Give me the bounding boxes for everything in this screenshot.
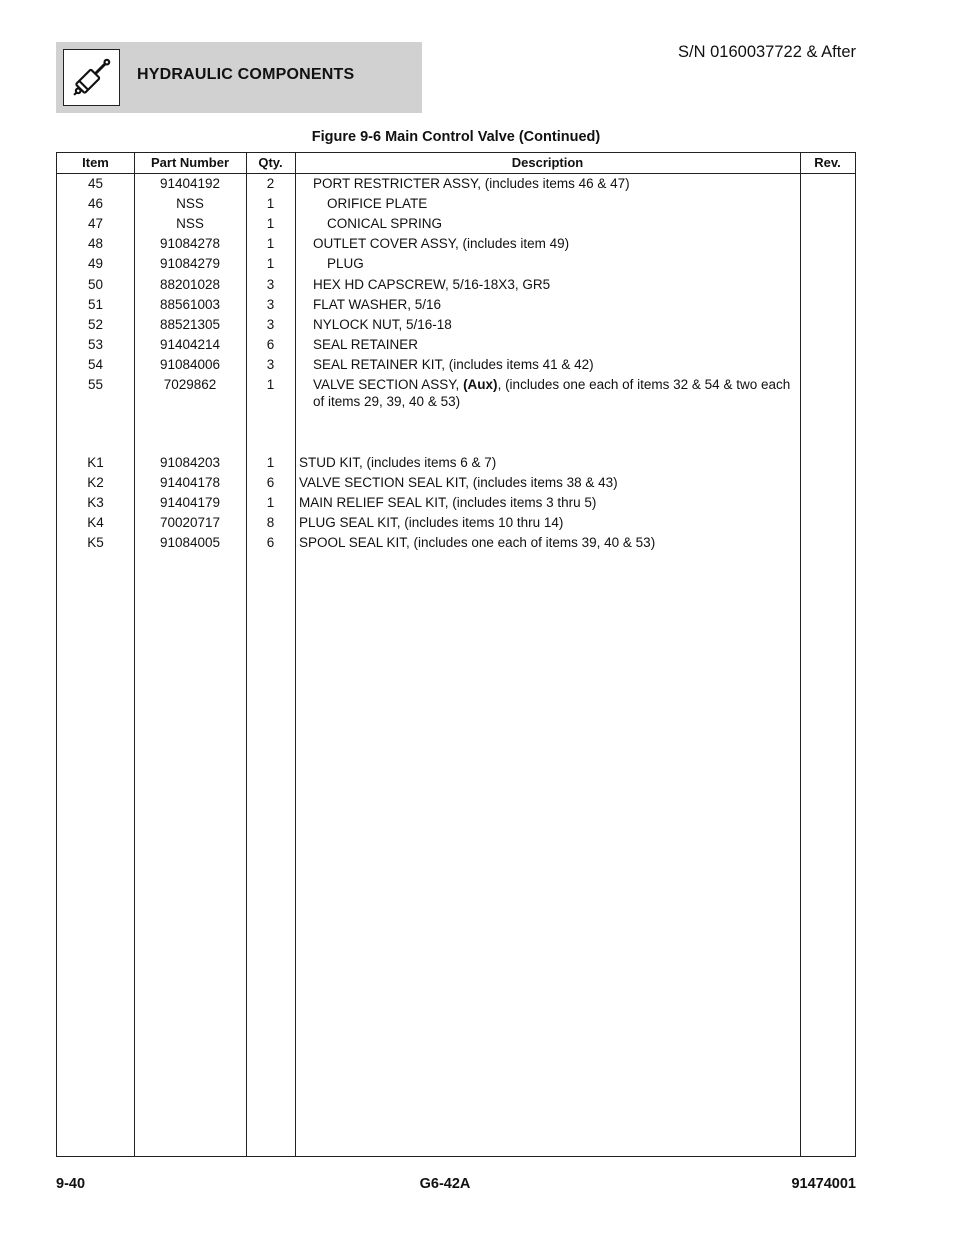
quantity: 8: [266, 515, 275, 530]
column-divider: [295, 153, 296, 1156]
item-number: 50: [87, 277, 104, 292]
part-number: 91084203: [159, 455, 221, 470]
item-number: 47: [87, 216, 104, 231]
item-number: K4: [87, 515, 104, 530]
item-number: 52: [87, 317, 104, 332]
item-number: 54: [87, 357, 104, 372]
quantity: 1: [266, 256, 275, 271]
description-part: , (includes one each of items 32 & 54 & two each of items 29, 39, 40 & 53): [313, 377, 791, 409]
part-number: 91404178: [159, 475, 221, 490]
item-number: K1: [87, 455, 104, 470]
quantity: 1: [266, 236, 275, 251]
quantity: 6: [266, 535, 275, 550]
column-header-qty: Qty.: [258, 155, 283, 170]
quantity: 1: [266, 216, 275, 231]
quantity: 3: [266, 297, 275, 312]
description: MAIN RELIEF SEAL KIT, (includes items 3 thru 5): [299, 495, 597, 510]
description: NYLOCK NUT, 5/16-18: [313, 317, 452, 332]
quantity: 1: [266, 196, 275, 211]
part-number: 88561003: [159, 297, 221, 312]
description: PORT RESTRICTER ASSY, (includes items 46 & 47): [313, 176, 630, 191]
part-number: 91084278: [159, 236, 221, 251]
part-number: 91084006: [159, 357, 221, 372]
quantity: 6: [266, 475, 275, 490]
serial-number: S/N 0160037722 & After: [678, 43, 856, 61]
part-number: NSS: [176, 196, 204, 211]
quantity: 3: [266, 277, 275, 292]
description: FLAT WASHER, 5/16: [313, 297, 442, 312]
quantity: 1: [266, 495, 275, 510]
description: OUTLET COVER ASSY, (includes item 49): [313, 236, 570, 251]
item-number: 45: [87, 176, 104, 191]
description: STUD KIT, (includes items 6 & 7): [299, 455, 497, 470]
part-number: NSS: [176, 216, 204, 231]
description: HEX HD CAPSCREW, 5/16-18X3, GR5: [313, 277, 551, 292]
quantity: 3: [266, 357, 275, 372]
item-number: 55: [87, 377, 104, 392]
document-number: 91474001: [791, 1176, 856, 1192]
part-number: 91404192: [159, 176, 221, 191]
item-number: 53: [87, 337, 104, 352]
item-number: K2: [87, 475, 104, 490]
description-part: VALVE SECTION ASSY,: [313, 377, 464, 392]
part-number: 91084279: [159, 256, 221, 271]
quantity: 6: [266, 337, 275, 352]
description: ORIFICE PLATE: [327, 196, 428, 211]
header-divider: [57, 173, 855, 174]
part-number: 7029862: [163, 377, 217, 392]
quantity: 2: [266, 176, 275, 191]
description: SEAL RETAINER KIT, (includes items 41 & 42): [313, 357, 594, 372]
description: PLUG: [327, 256, 364, 271]
part-number: 88521305: [159, 317, 221, 332]
part-number: 70020717: [159, 515, 221, 530]
column-divider: [800, 153, 801, 1156]
item-number: K3: [87, 495, 104, 510]
figure-title: Figure 9-6 Main Control Valve (Continued): [311, 129, 601, 145]
column-header-item: Item: [82, 155, 109, 170]
part-number: 91084005: [159, 535, 221, 550]
section-title: HYDRAULIC COMPONENTS: [137, 66, 355, 83]
part-number: 91404214: [159, 337, 221, 352]
item-number: 49: [87, 256, 104, 271]
model-number: G6-42A: [419, 1176, 471, 1192]
quantity: 1: [266, 455, 275, 470]
column-header-part-number: Part Number: [150, 155, 230, 170]
item-number: 48: [87, 236, 104, 251]
part-number: 88201028: [159, 277, 221, 292]
description: SEAL RETAINER: [313, 337, 419, 352]
page-number: 9-40: [56, 1176, 86, 1192]
parts-table: [56, 152, 856, 1157]
description: CONICAL SPRING: [327, 216, 443, 231]
hydraulic-cylinder-icon: [63, 49, 120, 106]
description-emphasis: (Aux): [463, 377, 498, 392]
item-number: 51: [87, 297, 104, 312]
description: [313, 376, 795, 410]
item-number: 46: [87, 196, 104, 211]
part-number: 91404179: [159, 495, 221, 510]
description: VALVE SECTION SEAL KIT, (includes items 38 & 43): [299, 475, 618, 490]
column-header-rev: Rev.: [814, 155, 841, 170]
column-header-description: Description: [511, 155, 584, 170]
quantity: 3: [266, 317, 275, 332]
description: PLUG SEAL KIT, (includes items 10 thru 14): [299, 515, 564, 530]
item-number: K5: [87, 535, 104, 550]
description: SPOOL SEAL KIT, (includes one each of items 39, 40 & 53): [299, 535, 656, 550]
quantity: 1: [266, 377, 275, 392]
